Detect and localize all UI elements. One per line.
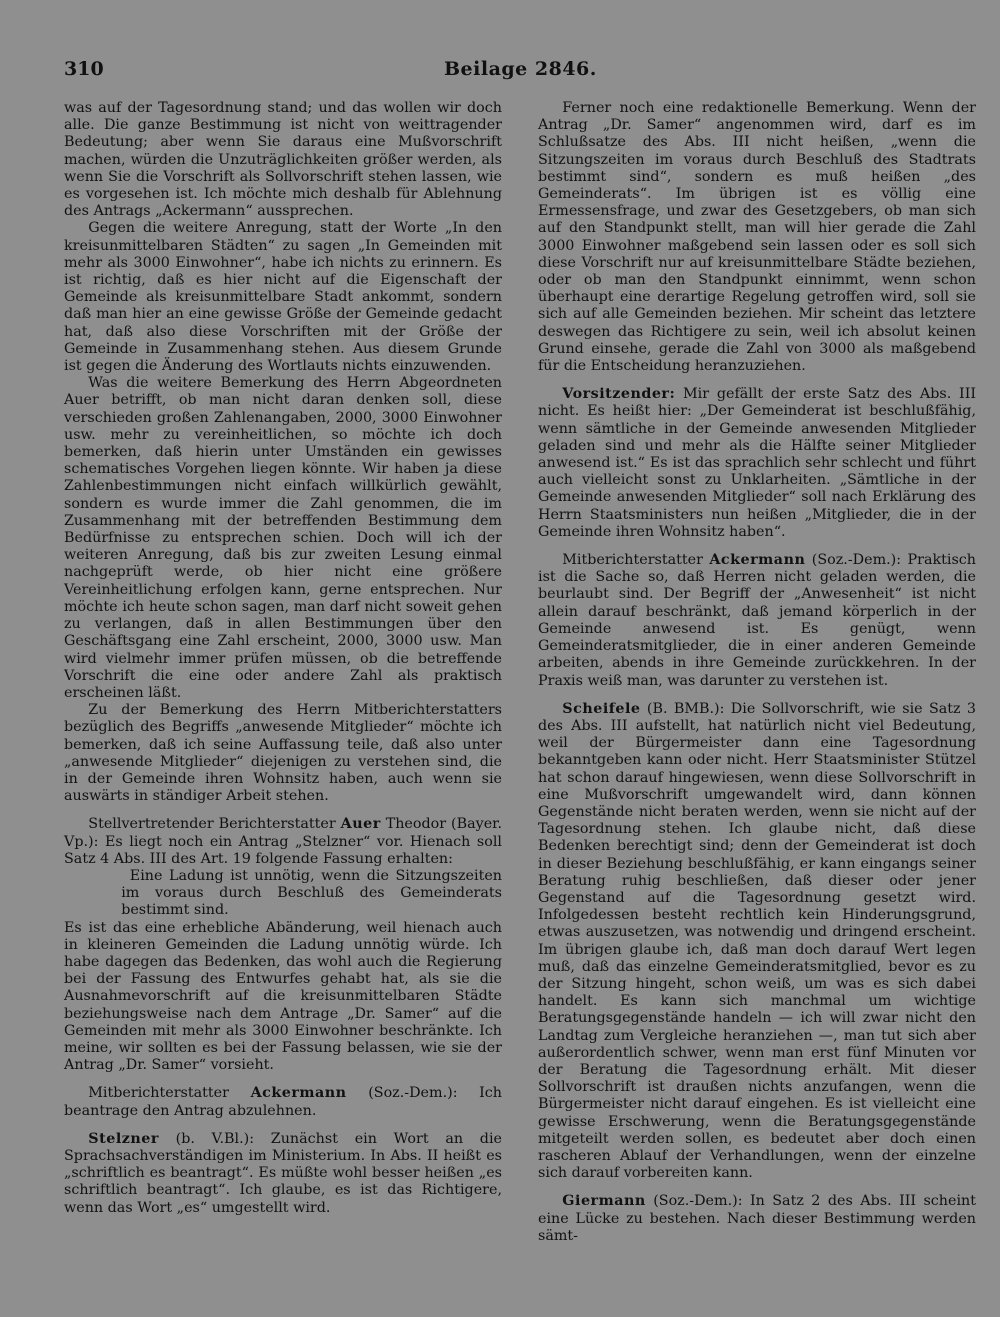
speech-intro: Stellvertretender Berichterstatter (88, 816, 341, 833)
speech-paragraph (64, 816, 502, 868)
speech-text: (b. V.Bl.): Zunächst ein Wort an die Sprachsachverständigen im Ministerium. In Abs. II heißt es „schriftlich es beantragt“. Es müßte wohl besser heißen „es schriftlich beantragt“. Ich glaube, es ist das Richtigere, wenn das Wort „es“ umgestellt wird. (64, 1130, 502, 1216)
speech-text: (B. BMB.): Die Sollvorschrift, wie sie Satz 3 des Abs. III aufstellt, hat natürlich nicht viel Bedeutung, weil der Bürgermeister dann eine Tagesordnung bekanntgeben kann oder nicht. Herr Staatsminister Stützel hat schon darauf hingewiesen, wenn diese Sollvorschrift in eine Mußvorschrift umgewandelt wird, dann können Gegenstände nicht beraten werden, wenn sie nicht auf der Tagesordnung stehen. Ich glaube nicht, daß diese Bedenken berechtigt sind; denn der Gemeinderat ist doch in dieser Beziehung beschlußfähig, er kann eingangs seiner Beratung ruhig beschließen, daß dieser oder jener Gegenstand auf die Tagesordnung gesetzt wird. Infolgedessen besteht rechtlich kein Hinderungsgrund, etwas auszusetzen, was notwendig und dringend erscheint. Im übrigen glaube ich, daß man doch darauf Wert legen muß, daß das einzelne Gemeinderatsmitglied, bevor es zu der Sitzung hingeht, schon weiß, um was es sich dabei handelt. Es kann sich manchmal um wichtige Beratungsgegenstände handeln — ich will zwar nicht den Landtag zum Vergleiche heranziehen —, man tut sich aber außerordentlich schwer, wenn man erst fünf Minuten vor der Beratung die Tagesordnung erhält. Mit dieser Sollvorschrift ist draußen nichts anzufangen, wenn die Bürgermeister nicht darauf eingehen. Es ist vielleicht eine gewisse Erschwerung, wenn die Beratungsgegenstände mitgeteilt werden sollen, es bedeutet aber doch einen rascheren Ablauf der Verhandlungen, wenn der einzelne sich darauf vorbereiten kann. (538, 700, 976, 1182)
speaker-name: Ackermann (250, 1085, 347, 1102)
speech-text: (Soz.-Dem.): Ich beantrage den Antrag abzulehnen. (64, 1085, 503, 1119)
speech-paragraph (538, 552, 976, 690)
text-columns (64, 100, 980, 1245)
speech-intro: Mitberichterstatter (562, 552, 710, 569)
speech-text: (Soz.-Dem.): Praktisch ist die Sache so, daß Herren nicht geladen werden, die beurlaubt sind. Der Begriff der „Anwesenheit“ ist nicht allein darauf beschränkt, daß jemand körperlich in der Gemeinde anwesend ist. Es genügt, wenn Gemeinderatsmitglieder, die in einer anderen Gemeinde arbeiten, abends in ihre Gemeinde zurückkehren. In der Praxis weiß man, was darunter zu verstehen ist. (538, 552, 976, 689)
body-paragraph: Gegen die weitere Anregung, statt der Worte „In den kreisunmittelbaren Städten“ zu sagen „In Gemeinden mit mehr als 3000 Einwohner“, habe ich nichts zu erinnern. Es ist richtig, daß es hier nicht auf die Eigenschaft der Gemeinde als kreisunmittelbare Stadt ankommt, sondern daß man hier an eine gewisse Größe der Gemeinde gedacht hat, daß also diese Vorschriften mit der Größe der Gemeinde in Zusammenhang stehen. Aus diesem Grunde ist gegen die Änderung des Wortlauts nichts einzuwenden. (64, 220, 502, 375)
page-number: 310 (64, 58, 104, 80)
quoted-provision: Eine Ladung ist unnötig, wenn die Sitzungszeiten im voraus durch Beschluß des Gemeinderats bestimmt sind. (121, 867, 502, 919)
left-column (64, 100, 502, 1245)
page-header (64, 58, 980, 94)
body-paragraph: Ferner noch eine redaktionelle Bemerkung. Wenn der Antrag „Dr. Samer“ angenommen wird, darf es im Schlußsatze des Abs. III nicht heißen, „wenn die Sitzungszeiten im voraus durch Beschluß des Stadtrats bestimmt sind“, sondern es muß heißen „des Gemeinderats“. Im übrigen ist es völlig eine Ermessensfrage, und zwar des Gesetzgebers, ob man sich auf den Standpunkt stellt, man will hier gerade die Zahl 3000 Einwohner maßgebend sein lassen oder es soll sich diese Vorschrift nur auf kreisunmittelbare Städte beziehen, oder ob man den Standpunkt einnimmt, wenn schon überhaupt eine derartige Regelung getroffen wird, soll sie sich auf alle Gemeinden beziehen. Mir scheint das letztere deswegen das Richtigere zu sein, weil ich absolut keinen Grund einsehe, gerade die Zahl von 3000 als maßgebend für die Entscheidung heranzuziehen. (538, 100, 976, 375)
speech-text: Mir gefällt der erste Satz des Abs. III nicht. Es heißt hier: „Der Gemeinderat ist beschlußfähig, wenn sämtliche in der Gemeinde anwesenden Mitglieder geladen sind und mehr als die Hälfte seiner Mitglieder anwesend ist.“ Es ist das sprachlich sehr schlecht und führt auch vielleicht sonst zu Unklarheiten. „Sämtliche in der Gemeinde anwesenden Mitglieder“ soll nach Erklärung des Herrn Staatsministers nun heißen „Mitglieder, die in der Gemeinde ihren Wohnsitz haben“. (538, 386, 976, 540)
body-paragraph: Was die weitere Bemerkung des Herrn Abgeordneten Auer betrifft, ob man nicht daran denken soll, diese verschieden großen Zahlenangaben, 2000, 3000 Einwohner usw. mehr zu vereinheitlichen, so möchte ich doch bemerken, daß hierin unter Umständen ein gewisses schematisches Vorgehen liegen könnte. Wir haben ja diese Zahlenbestimmungen nicht einfach willkürlich gewählt, sondern es wurde immer die Zahl genommen, die im Zusammenhang mit der betreffenden Bestimmung dem Bedürfnisse zu entsprechen schien. Doch will ich der weiteren Anregung, daß bis zur zweiten Lesung einmal nachgeprüft werde, ob hier nicht eine größere Vereinheitlichung erfolgen kann, gerne entsprechen. Nur möchte ich heute schon sagen, man darf nicht soweit gehen zu verlangen, daß in allen Bestimmungen über den Geschäftsgang eine Zahl erscheint, 2000, 3000 usw. Man wird vielmehr immer prüfen müssen, ob die betreffende Vorschrift die eine oder andere Zahl als praktisch erscheinen läßt. (64, 375, 502, 701)
speech-paragraph (538, 1193, 976, 1245)
body-paragraph: was auf der Tagesordnung stand; und das wollen wir doch alle. Die ganze Bestimmung ist nicht von weittragender Bedeutung; aber wenn Sie daraus eine Mußvorschrift machen, würden die Unzuträglichkeiten größer werden, als wenn Sie die Vorschrift als Sollvorschrift stehen lassen, wie es vorgesehen ist. Ich möchte mich deshalb für Ablehnung des Antrags „Ackermann“ aussprechen. (64, 100, 502, 220)
speaker-name: Vorsitzender: (562, 386, 676, 403)
right-column (538, 100, 976, 1245)
speech-paragraph (538, 701, 976, 1183)
speaker-name: Ackermann (709, 552, 806, 569)
speaker-name: Scheifele (562, 700, 641, 717)
speech-text: Theodor (Bayer. Vp.): Es liegt noch ein Antrag „Stelzner“ vor. Hienach soll Satz 4 Abs. III des Art. 19 folgende Fassung erhalten: (64, 816, 502, 867)
running-title: Beilage 2846. (444, 58, 597, 80)
speech-paragraph (64, 1085, 502, 1119)
speech-paragraph (64, 1131, 502, 1217)
speaker-name: Giermann (562, 1193, 646, 1210)
body-paragraph: Es ist das eine erhebliche Abänderung, weil hienach auch in kleineren Gemeinden die Ladung unnötig würde. Ich habe dagegen das Bedenken, das wohl auch die Regierung bei der Fassung des Entwurfes gehabt hat, als sie die Ausnahmevorschrift auf die kreisunmittelbaren Städte beziehungsweise nach dem Antrage „Dr. Samer“ auf die Gemeinden mit mehr als 3000 Einwohner beschränkte. Ich meine, wir sollten es bei der Fassung belassen, wie sie der Antrag „Dr. Samer“ vorsieht. (64, 919, 502, 1074)
speaker-name: Auer (340, 816, 381, 833)
speech-paragraph (538, 386, 976, 541)
speech-text: (Soz.-Dem.): In Satz 2 des Abs. III scheint eine Lücke zu bestehen. Nach dieser Bestimmung werden sämt- (538, 1193, 976, 1244)
body-paragraph: Zu der Bemerkung des Herrn Mitberichterstatters bezüglich des Begriffs „anwesende Mitglieder“ möchte ich bemerken, daß ich seine Auffassung teile, daß also unter „anwesende Mitglieder“ diejenigen zu verstehen sind, die in der Gemeinde ihren Wohnsitz haben, auch wenn sie auswärts in ständiger Arbeit stehen. (64, 702, 502, 805)
speech-intro: Mitberichterstatter (88, 1085, 251, 1102)
speaker-name: Stelzner (88, 1130, 159, 1147)
